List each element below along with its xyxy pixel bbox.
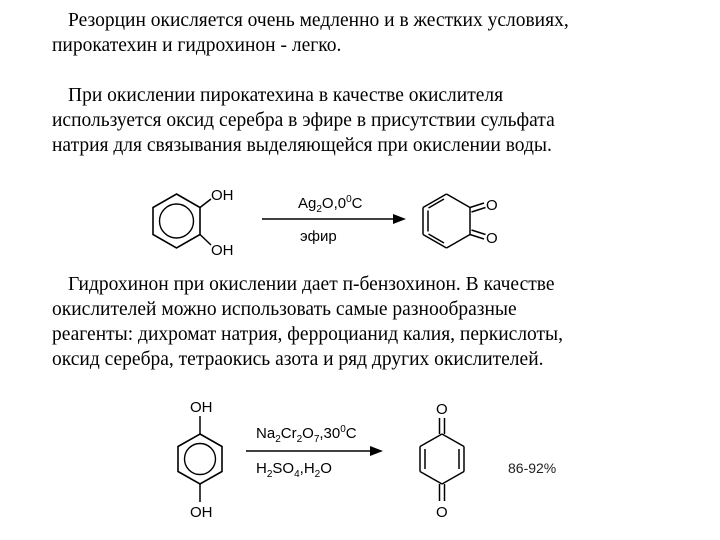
reaction-1-reagent-below: эфир [300,228,337,245]
word: самые [335,299,388,320]
p-benzoquinone-ring [420,434,464,484]
word: окислителей [52,299,157,320]
paragraph-2-line-2 [52,108,672,133]
word: можно [161,299,217,320]
word: сульфата [480,110,555,131]
word: использовать [221,299,331,320]
paragraph-3-line-1: Гидрохинон при окислении дает п-бензохинон. В качестве [68,274,555,295]
o-benzoquinone-o-top-label: O [486,197,498,214]
hydroquinone-oh-bottom-label: OH [190,504,213,521]
p-benzoquinone-o-top-label: O [436,401,448,418]
word: в [288,110,298,131]
reaction-2-arrow-head [370,446,383,456]
word: пирокатехина [200,85,314,106]
word: При [68,85,103,106]
paragraph-3-line-4: оксид серебра, тетраокись азота и ряд других окислителей. [52,349,544,370]
o-benzoquinone-ring [423,194,470,248]
reaction-1-scheme [0,172,720,272]
paragraph-1 [52,8,672,58]
word: разнообразные [392,299,517,320]
word: серебра [218,110,284,131]
catechol-oh-bond-bottom [200,235,211,246]
word: окислении [107,85,196,106]
word: в [356,110,367,131]
p-benzoquinone-o-bottom-label: O [436,504,448,521]
reaction-1-reagent-above: $Ag_2O,0^0C$ [298,194,363,215]
word: окислителя [408,85,504,106]
reaction-2-yield: 86-92% [508,460,557,476]
reaction-2-reagent-above: $Na_2Cr_2O_7,30^0C$ [256,424,357,445]
hydroquinone-oh-top-label: OH [190,399,213,416]
paragraph-2-line-3: натрия для связывания выделяющейся при окислении воды. [52,135,552,156]
word: в [318,85,329,106]
paragraph-1-line-1: Резорцин окисляется очень медленно и в жестких условиях, [68,10,569,31]
catechol-aromatic-circle [160,204,194,238]
reaction-1-arrow-head [393,214,406,224]
o-benzoquinone-carbonyls [470,203,486,239]
reaction-2-reagent-below: $H_2SO_4,H_2O$ [256,460,332,480]
paragraph-2-line-1 [52,83,672,108]
o-benzoquinone-o-bottom-label: O [486,230,498,247]
word: эфире [302,110,352,131]
catechol-oh-bottom-label: OH [211,242,234,259]
paragraph-2 [52,83,672,158]
p-benzoquinone-carbonyls [440,418,445,501]
hydroquinone-aromatic-circle [185,444,216,475]
word: качестве [332,85,404,106]
paragraph-3-line-3: реагенты: дихромат натрия, ферроцианид калия, перкислоты, [52,324,564,345]
catechol-oh-top-label: OH [211,187,234,204]
paragraph-1-line-2: пирокатехин и гидрохинон - легко. [52,35,342,56]
reaction-2-scheme [0,396,720,536]
word: присутствии [370,110,476,131]
paragraph-3 [52,272,672,372]
paragraph-3-line-2 [52,297,672,322]
word: оксид [166,110,215,131]
catechol-oh-bond-top [200,199,211,208]
word: используется [52,110,162,131]
